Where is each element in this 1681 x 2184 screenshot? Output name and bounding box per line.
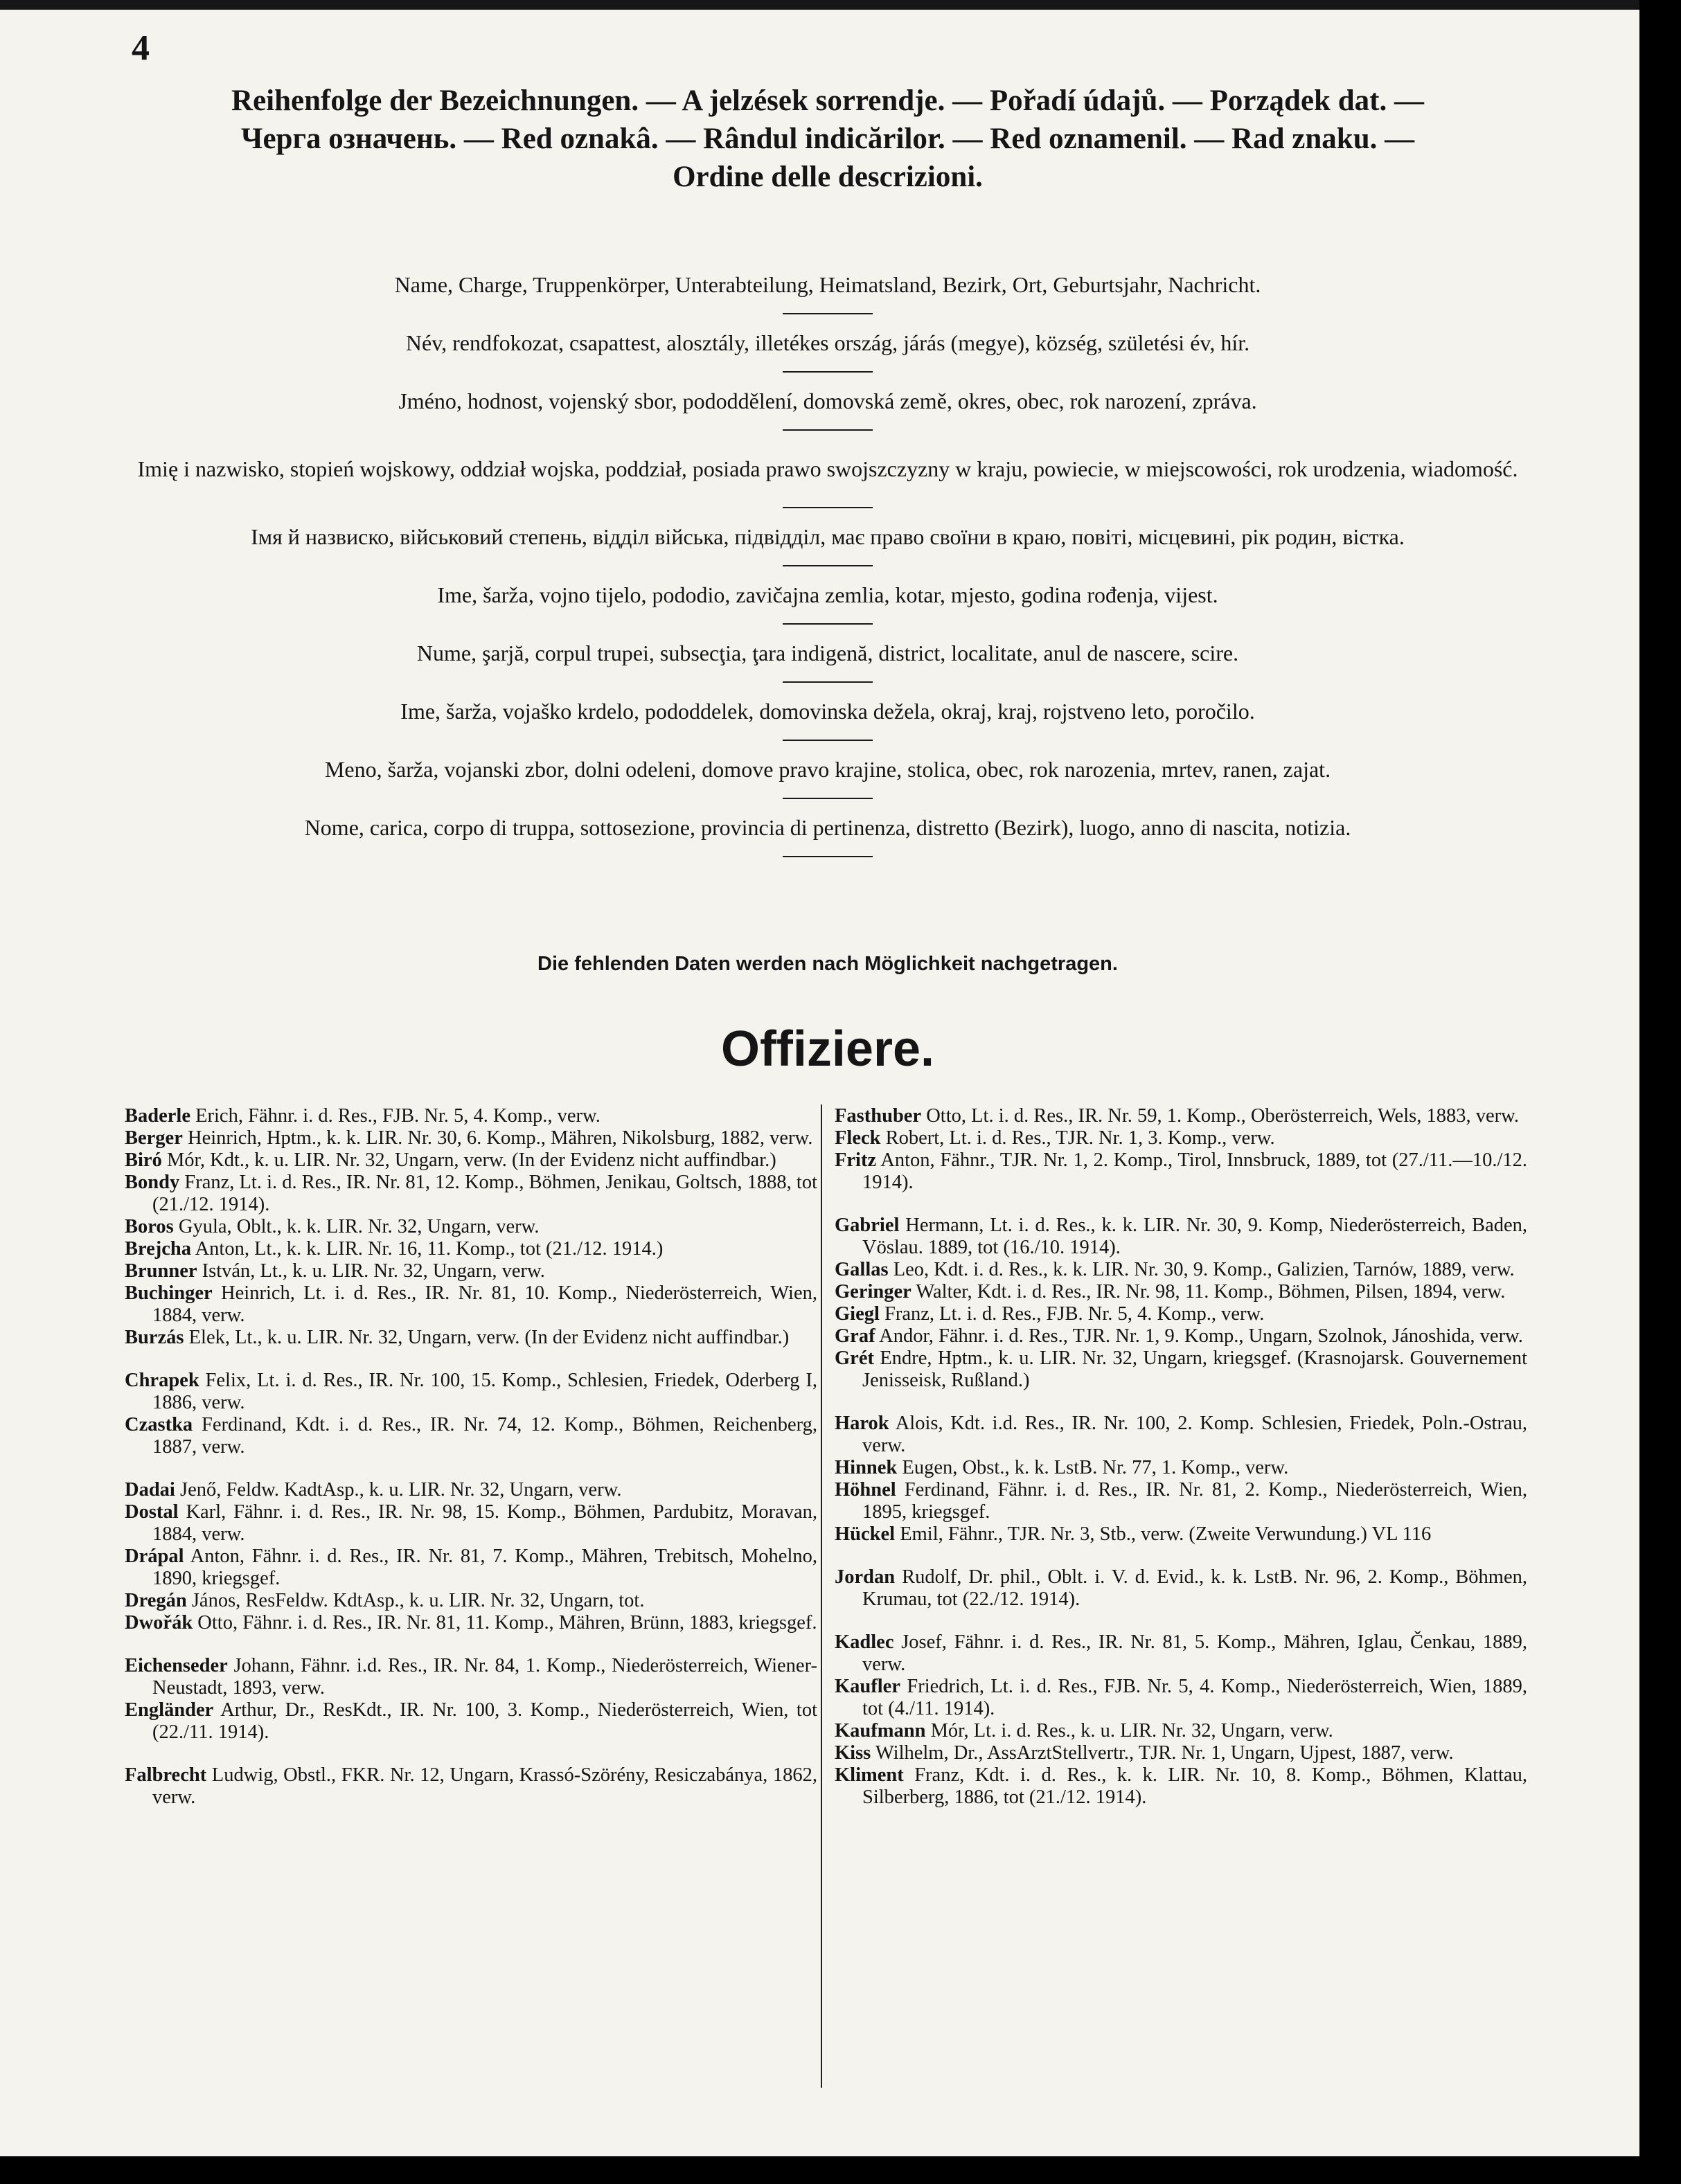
scan-right-edge <box>1639 0 1681 2184</box>
entry-details: Alois, Kdt. i.d. Res., IR. Nr. 100, 2. Komp. Schlesien, Friedek, Poln.-Ostrau, verw. <box>862 1413 1527 1456</box>
list-item <box>835 1566 1527 1611</box>
entry-surname: Dostal <box>125 1501 179 1523</box>
entry-surname: Dregán <box>125 1590 187 1611</box>
list-item <box>125 1414 817 1458</box>
entry-surname: Hückel <box>835 1523 896 1545</box>
entry-details: Franz, Kdt. i. d. Res., k. k. LIR. Nr. 10, 8. Komp., Böhmen, Klattau, Silberberg, 1886, tot (21./12. 1914). <box>862 1764 1527 1808</box>
entry-details: János, ResFeldw. KdtAsp., k. u. LIR. Nr. 32, Ungarn, tot. <box>186 1590 645 1611</box>
header-line: Ordine delle descrizioni. <box>673 161 983 193</box>
entry-details: Emil, Fähnr., TJR. Nr. 3, Stb., verw. (Zweite Verwundung.) VL 116 <box>895 1523 1432 1545</box>
entry-details: Hermann, Lt. i. d. Res., k. k. LIR. Nr. 30, 9. Komp, Niederösterreich, Baden, Vöslau. 1889, tot (16./10. 1914). <box>862 1215 1527 1258</box>
entry-details: Ludwig, Obstl., FKR. Nr. 12, Ungarn, Krassó-Szörény, Resiczabánya, 1862, verw. <box>152 1764 817 1808</box>
left-column <box>125 1105 817 1809</box>
entry-surname: Harok <box>835 1413 889 1434</box>
list-item <box>125 1149 817 1172</box>
entry-details: Franz, Lt. i. d. Res., FJB. Nr. 5, 4. Komp., verw. <box>879 1303 1265 1325</box>
entry-details: Eugen, Obst., k. k. LstB. Nr. 77, 1. Komp., verw. <box>897 1457 1289 1478</box>
definition-uk: Імя й назвиско, військовий степень, відділ війська, підвідділ, має право своїни в краю, повіті, місцевині, рік родин, вістка. <box>251 524 1405 549</box>
header-line: Reihenfolge der Bezeichnungen. — A jelzések sorrendje. — Pořadí údajů. — Porządek dat. — <box>231 84 1424 117</box>
definition-de: Name, Charge, Truppenkörper, Unterabteilung, Heimatsland, Bezirk, Ort, Geburtsjahr, Nachricht. <box>394 272 1261 297</box>
entry-details: Anton, Fähnr., TJR. Nr. 1, 2. Komp., Tirol, Innsbruck, 1889, tot (27./11.—10./12. 1914). <box>862 1149 1527 1193</box>
list-item <box>125 1501 817 1546</box>
entry-details: Endre, Hptm., k. u. LIR. Nr. 32, Ungarn, kriegsgef. (Krasnojarsk. Gouvernement Jenisseisk, Rußland.) <box>862 1348 1527 1391</box>
entry-details: Mór, Kdt., k. u. LIR. Nr. 32, Ungarn, verw. (In der Evidenz nicht auffindbar.) <box>161 1149 776 1171</box>
entry-details: Erich, Fähnr. i. d. Res., FJB. Nr. 5, 4. Komp., verw. <box>190 1105 601 1127</box>
list-item <box>125 1327 817 1349</box>
list-item <box>835 1720 1527 1742</box>
section-title: Offiziere. <box>720 1021 935 1077</box>
list-item <box>125 1370 817 1414</box>
entry-surname: Buchinger <box>125 1282 213 1304</box>
list-item <box>835 1303 1527 1325</box>
entry-details: Gyula, Oblt., k. k. LIR. Nr. 32, Ungarn, verw. <box>173 1216 540 1237</box>
entry-details: Karl, Fähnr. i. d. Res., IR. Nr. 98, 15. Komp., Böhmen, Pardubitz, Moravan, 1884, verw. <box>152 1501 817 1545</box>
entry-surname: Fleck <box>835 1127 881 1149</box>
page-number: 4 <box>132 28 151 68</box>
list-item <box>125 1479 817 1501</box>
list-item <box>835 1149 1527 1194</box>
list-item <box>835 1764 1527 1809</box>
list-item <box>835 1631 1527 1676</box>
list-item <box>125 1127 817 1149</box>
entry-details: Otto, Fähnr. i. d. Res., IR. Nr. 81, 11. Komp., Mähren, Brünn, 1883, kriegsgef. <box>193 1612 817 1633</box>
list-item <box>835 1523 1527 1546</box>
list-item <box>125 1238 817 1260</box>
list-item <box>125 1655 817 1699</box>
entry-details: Ferdinand, Fähnr. i. d. Res., IR. Nr. 81, 2. Komp., Niederösterreich, Wien, 1895, kriegsgef. <box>862 1479 1527 1523</box>
entry-details: Friedrich, Lt. i. d. Res., FJB. Nr. 5, 4. Komp., Niederösterreich, Wien, 1889, tot (4./11. 1914). <box>862 1676 1527 1719</box>
definition-cs: Jméno, hodnost, vojenský sbor, pododdělení, domovská země, okres, obec, rok narození, zpráva. <box>398 388 1257 413</box>
entry-details: Heinrich, Hptm., k. k. LIR. Nr. 30, 6. Komp., Mähren, Nikolsburg, 1882, verw. <box>182 1127 813 1149</box>
entry-surname: Giegl <box>835 1303 880 1325</box>
entry-surname: Kadlec <box>835 1631 894 1653</box>
entry-surname: Baderle <box>125 1105 190 1127</box>
list-item <box>125 1699 817 1744</box>
entry-details: Walter, Kdt. i. d. Res., IR. Nr. 98, 11. Komp., Böhmen, Pilsen, 1894, verw. <box>911 1281 1506 1303</box>
entry-details: Arthur, Dr., ResKdt., IR. Nr. 100, 3. Komp., Niederösterreich, Wien, tot (22./11. 1914). <box>152 1699 817 1743</box>
right-column <box>835 1105 1527 1809</box>
list-item <box>125 1260 817 1282</box>
entry-details: Johann, Fähnr. i.d. Res., IR. Nr. 84, 1. Komp., Niederösterreich, Wiener-Neustadt, 1893, verw. <box>152 1655 817 1699</box>
entry-details: Mór, Lt. i. d. Res., k. u. LIR. Nr. 32, Ungarn, verw. <box>925 1720 1333 1742</box>
list-item <box>835 1457 1527 1479</box>
divider-rule <box>783 856 873 857</box>
list-item <box>835 1127 1527 1149</box>
entry-surname: Kliment <box>835 1764 904 1786</box>
definition-hr: Ime, šarža, vojno tijelo, pododio, zavičajna zemlia, kotar, mjesto, godina rođenja, vijest. <box>437 582 1218 607</box>
list-item <box>125 1612 817 1634</box>
entry-surname: Graf <box>835 1325 875 1347</box>
list-item <box>125 1590 817 1612</box>
entry-details: István, Lt., k. u. LIR. Nr. 32, Ungarn, verw. <box>197 1260 545 1282</box>
column-divider <box>821 1104 822 2088</box>
entry-surname: Brejcha <box>125 1238 192 1260</box>
scan-bottom-edge <box>0 2156 1681 2184</box>
list-item <box>125 1172 817 1216</box>
entry-surname: Kaufler <box>835 1676 900 1697</box>
entry-surname: Gabriel <box>835 1215 900 1236</box>
entry-surname: Dadai <box>125 1479 175 1501</box>
entry-surname: Burzás <box>125 1327 184 1348</box>
entry-surname: Dwořák <box>125 1612 193 1633</box>
header-line: Черга означень. — Red oznakâ. — Rândul indicărilor. — Red oznamenil. — Rad znaku. — <box>240 123 1415 155</box>
list-item <box>835 1325 1527 1348</box>
definition-pl: Imię i nazwisko, stopień wojskowy, oddział wojska, poddział, posiada prawo swojszczyzny w kraju, powiecie, w miejscowości, rok urodzenia, wiadomość. <box>137 456 1518 481</box>
entry-surname: Fasthuber <box>835 1105 922 1127</box>
entry-details: Josef, Fähnr. i. d. Res., IR. Nr. 81, 5. Komp., Mähren, Iglau, Čenkau, 1889, verw. <box>862 1631 1527 1675</box>
entry-surname: Hinnek <box>835 1457 898 1478</box>
entry-details: Andor, Fähnr. i. d. Res., TJR. Nr. 1, 9. Komp., Ungarn, Szolnok, Jánoshida, verw. <box>875 1325 1523 1347</box>
entry-surname: Geringer <box>835 1281 911 1303</box>
entry-surname: Höhnel <box>835 1479 896 1501</box>
definition-it: Nome, carica, corpo di truppa, sottosezione, provincia di pertinenza, distretto (Bezirk), luogo, anno di nascita, notizia. <box>304 815 1351 840</box>
list-item <box>835 1105 1527 1127</box>
entry-details: Elek, Lt., k. u. LIR. Nr. 32, Ungarn, verw. (In der Evidenz nicht auffindbar.) <box>184 1327 790 1348</box>
entry-details: Otto, Lt. i. d. Res., IR. Nr. 59, 1. Komp., Oberösterreich, Wels, 1883, verw. <box>921 1105 1519 1127</box>
entry-details: Wilhelm, Dr., AssArztStellvertr., TJR. Nr. 1, Ungarn, Ujpest, 1887, verw. <box>871 1742 1454 1764</box>
list-item <box>125 1764 817 1809</box>
entry-surname: Czastka <box>125 1414 193 1435</box>
list-item <box>125 1546 817 1590</box>
entry-surname: Gallas <box>835 1259 889 1280</box>
entry-details: Anton, Fähnr. i. d. Res., IR. Nr. 81, 7. Komp., Mähren, Trebitsch, Mohelno, 1890, kriegsgef. <box>152 1546 817 1589</box>
entry-details: Robert, Lt. i. d. Res., TJR. Nr. 1, 3. Komp., verw. <box>880 1127 1275 1149</box>
entry-surname: Kiss <box>835 1742 871 1764</box>
list-item <box>835 1479 1527 1523</box>
entry-surname: Boros <box>125 1216 174 1237</box>
list-item <box>835 1215 1527 1259</box>
entry-surname: Jordan <box>835 1566 896 1588</box>
entry-surname: Grét <box>835 1348 874 1369</box>
entry-surname: Drápal <box>125 1546 184 1567</box>
header-title <box>114 82 1541 196</box>
definition-hu: Név, rendfokozat, csapattest, alosztály, illetékes ország, járás (megye), község, születési év, hír. <box>405 330 1250 355</box>
entry-surname: Biró <box>125 1149 162 1171</box>
entry-details: Leo, Kdt. i. d. Res., k. k. LIR. Nr. 30, 9. Komp., Galizien, Tarnów, 1889, verw. <box>888 1259 1515 1280</box>
entry-details: Jenő, Feldw. KadtAsp., k. u. LIR. Nr. 32, Ungarn, verw. <box>175 1479 622 1501</box>
list-item <box>125 1282 817 1327</box>
entry-surname: Engländer <box>125 1699 214 1721</box>
list-item <box>835 1742 1527 1764</box>
entry-surname: Kaufmann <box>835 1720 926 1742</box>
list-item <box>835 1259 1527 1281</box>
entry-surname: Falbrecht <box>125 1764 207 1786</box>
entry-surname: Fritz <box>835 1149 877 1171</box>
definition-sk: Meno, šarža, vojanski zbor, dolni odeleni, domove pravo krajine, stolica, obec, rok narozenia, mrtev, ranen, zajat. <box>324 757 1331 782</box>
list-item <box>835 1676 1527 1720</box>
entry-surname: Berger <box>125 1127 183 1149</box>
list-item <box>835 1281 1527 1303</box>
entry-details: Anton, Lt., k. k. LIR. Nr. 16, 11. Komp., tot (21./12. 1914.) <box>191 1238 664 1260</box>
list-item <box>125 1105 817 1127</box>
list-item <box>835 1348 1527 1392</box>
scan-top-edge <box>0 0 1681 10</box>
list-item <box>835 1413 1527 1457</box>
entry-surname: Chrapek <box>125 1370 199 1391</box>
missing-data-note: Die fehlenden Daten werden nach Möglichkeit nachgetragen. <box>537 953 1118 975</box>
entry-details: Heinrich, Lt. i. d. Res., IR. Nr. 81, 10. Komp., Niederösterreich, Wien, 1884, verw. <box>152 1282 817 1326</box>
definition-ro: Nume, şarjă, corpul trupei, subsecţia, ţara indigenă, district, localitate, anul de nascere, scire. <box>416 641 1239 665</box>
entry-surname: Brunner <box>125 1260 197 1282</box>
entry-details: Franz, Lt. i. d. Res., IR. Nr. 81, 12. Komp., Böhmen, Jenikau, Goltsch, 1888, tot (21./12. 1914). <box>152 1172 817 1215</box>
entry-details: Felix, Lt. i. d. Res., IR. Nr. 100, 15. Komp., Schlesien, Friedek, Oderberg I, 1886, verw. <box>152 1370 817 1413</box>
entry-details: Ferdinand, Kdt. i. d. Res., IR. Nr. 74, 12. Komp., Böhmen, Reichenberg, 1887, verw. <box>152 1414 817 1458</box>
list-item <box>125 1216 817 1238</box>
definition-sl: Ime, šarža, vojaško krdelo, pododdelek, domovinska dežela, okraj, kraj, rojstveno leto, poročilo. <box>400 699 1255 724</box>
entry-surname: Bondy <box>125 1172 180 1193</box>
entry-surname: Eichenseder <box>125 1655 228 1676</box>
field-definitions <box>114 256 1541 857</box>
entry-details: Rudolf, Dr. phil., Oblt. i. V. d. Evid., k. k. LstB. Nr. 96, 2. Komp., Böhmen, Krumau, tot (22./12. 1914). <box>862 1566 1527 1610</box>
